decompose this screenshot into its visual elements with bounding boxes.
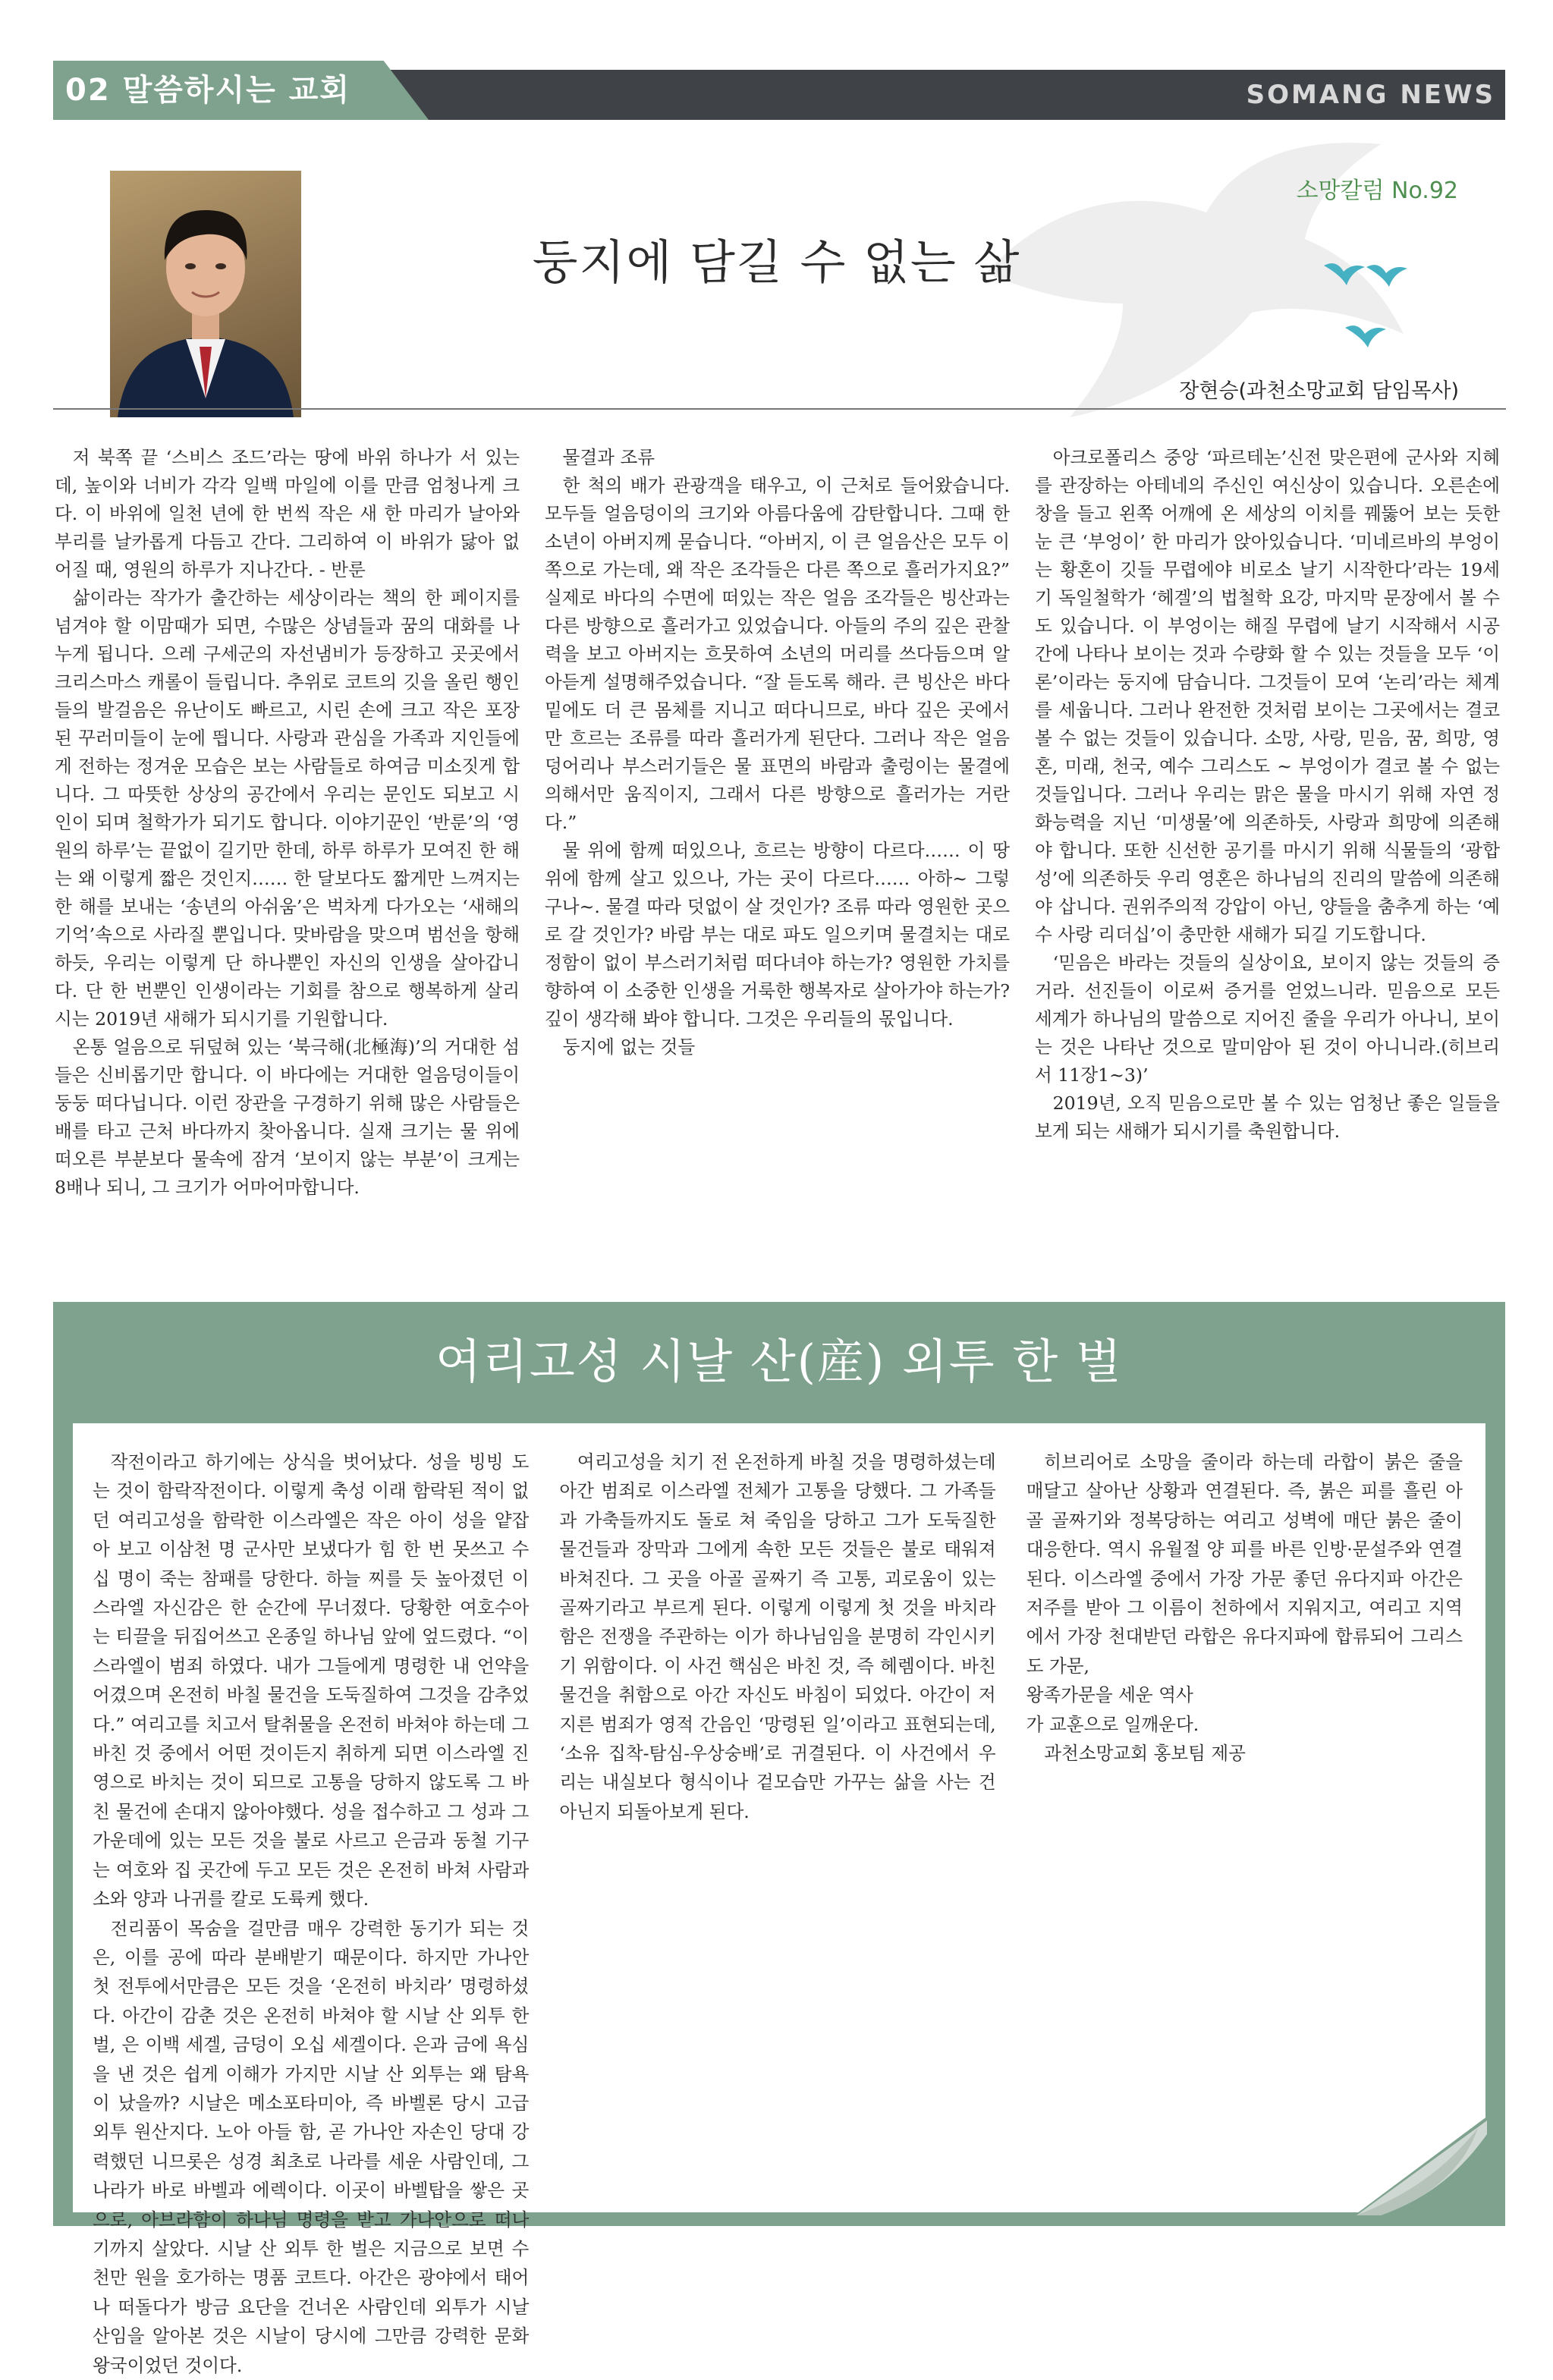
article-paragraph: 삶이라는 작가가 출간하는 세상이라는 책의 한 페이지를 넘겨야 할 이맘때가 되면, 수많은 상념들과 꿈의 대화를 나누게 됩니다. 으레 구세군의 자선냄비가 등장하고 곳곳에서 크리스마스 캐롤이 들립니다. 추위로 코트의 깃을 올린 행인들의 발걸음은 유난이도 빠르고, 시린 손에 크고 작은 포장된 꾸러미들이 눈에 띕니다. 사랑과 관심을 가족과 지인들에게 전하는 정겨운 모습은 보는 사람들로 하여금 미소짓게 합니다. 그 따뜻한 상상의 공간에서 우리는 문인도 되보고 시인이 되며 철학가가 되기도 합니다. 이야기꾼인 ‘반룬’의 ‘영원의 하루’는 끝없이 길기만 한데, 하루 하루가 모여진 한 해는 왜 이렇게 짧은 것인지…… 한 달보다도 짧게만 느껴지는 한 해를 보내는 ‘송년의 아쉬움’은 벅차게 다가오는 ‘새해의 기억’속으로 사라질 뿐입니다. 맞바람을 맞으며 범선을 항해하듯, 우리는 이렇게 단 하나뿐인 자신의 인생을 살아갑니다. 단 한 번뿐인 인생이라는 기회를 참으로 행복하게 살리시는 2019년 새해가 되시기를 기원합니다. bbox=[55, 584, 520, 1033]
article-title: 둥지에 담길 수 없는 삶 bbox=[0, 225, 1553, 292]
boxed-paragraph: 왕족가문을 세운 역사 bbox=[1026, 1680, 1463, 1709]
article-paragraph: 아크로폴리스 중앙 ‘파르테논’신전 맞은편에 군사와 지혜를 관장하는 아테네의 주신인 여신상이 있습니다. 오른손에 창을 들고 왼쪽 어깨에 온 세상의 이치를 꿰뚫어 보는 듯한 눈 큰 ‘부엉이’ 한 마리가 앉아있습니다. ‘미네르바의 부엉이는 황혼이 깃들 무렵에야 비로소 날기 시작한다’라는 19세기 독일철학가 ‘헤겔’의 법철학 요강, 마지막 문장에서 볼 수도 있습니다. 이 부엉이는 해질 무렵에 날기 시작해서 시공간에 나타나 보이는 것과 수량화 할 수 있는 것들을 모두 ‘이론’이라는 둥지에 담습니다. 그것들이 모여 ‘논리’라는 체계를 세웁니다. 그러나 완전한 것처럼 보이는 그곳에서는 결코 볼 수 없는 것들이 있습니다. 소망, 사랑, 믿음, 꿈, 희망, 영혼, 미래, 천국, 예수 그리스도 ~ 부엉이가 결코 볼 수 없는 것들입니다. 그러나 우리는 맑은 물을 마시기 위해 자연 정화능력을 지닌 ‘미생물’에 의존하듯, 사랑과 희망에 의존해야 합니다. 또한 신선한 공기를 마시기 위해 식물들의 ‘광합성’에 의존하듯 우리 영혼은 하나님의 진리의 말씀에 의존해야 삽니다. 권위주의적 강압이 아닌, 양들을 춤추게 하는 ‘예수 사랑 리더십’이 충만한 새해가 되길 기도합니다. bbox=[1035, 444, 1500, 949]
article-column-1 bbox=[55, 444, 520, 1263]
section-subheading: 둥지에 없는 것들 bbox=[545, 1033, 1010, 1061]
boxed-column-1 bbox=[93, 1448, 529, 2206]
article-column-2 bbox=[545, 444, 1010, 1263]
section-subheading: 물결과 조류 bbox=[545, 444, 1010, 472]
boxed-paragraph: 여리고성을 치기 전 온전하게 바칠 것을 명령하셨는데 아간 범죄로 이스라엘 전체가 고통을 당했다. 그 가족들과 가축들까지도 돌로 쳐 죽임을 당하고 그가 도둑질한 물건들과 장막과 그에게 속한 모든 것들은 불로 태워져 바쳐진다. 그 곳을 아골 골짜기 즉 고통, 괴로움이 있는 골짜기라고 부르게 된다. 이렇게 이렇게 첫 것을 바치라 함은 전쟁을 주관하는 이가 하나님임을 분명히 각인시키기 위함이다. 이 사건 핵심은 바친 것, 즉 헤렘이다. 바친 물건을 취함으로 아간 자신도 바침이 되었다. 아간이 저지른 범죄가 영적 간음인 ‘망령된 일’이라고 표현되는데, ‘소유 집착-탐심-우상숭배’로 귀결된다. 이 사건에서 우리는 내실보다 형식이나 겉모습만 가꾸는 삶을 사는 건 아닌지 되돌아보게 된다. bbox=[559, 1448, 995, 1826]
article-paragraph: 온통 얼음으로 뒤덮혀 있는 ‘북극해(北極海)’의 거대한 섬들은 신비롭기만 합니다. 이 바다에는 거대한 얼음덩이들이 둥둥 떠다닙니다. 이런 장관을 구경하기 위해 많은 사람들은 배를 타고 근처 바다까지 찾아옵니다. 실재 크기는 물 위에 떠오른 부분보다 물속에 잠겨 ‘보이지 않는 부분’이 크게는 8배나 되니, 그 크기가 어마어마합니다. bbox=[55, 1033, 520, 1202]
article-paragraph: 2019년, 오직 믿음으로만 볼 수 있는 엄청난 좋은 일들을 보게 되는 새해가 되시기를 축원합니다. bbox=[1035, 1089, 1500, 1146]
article-author: 장현승(과천소망교회 담임목사) bbox=[1179, 374, 1459, 404]
column-tag: 소망칼럼 No.92 bbox=[1297, 171, 1458, 205]
flying-birds-icon bbox=[1316, 250, 1423, 357]
boxed-column-2 bbox=[559, 1448, 995, 2206]
section-label: 02 말씀하시는 교회 bbox=[65, 65, 351, 115]
portrait-figure bbox=[110, 171, 301, 417]
boxed-paragraph: 히브리어로 소망을 줄이라 하는데 라합이 붉은 줄을 매달고 살아난 상황과 연결된다. 즉, 붉은 피를 흘린 아골 골짜기와 정복당하는 여리고 성벽에 매단 붉은 줄이 대응한다. 역시 유월절 양 피를 바른 인방·문설주와 연결된다. 이스라엘 중에서 가장 가문 좋던 유다지파 아간은 저주를 받아 그 이름이 천하에서 지워지고, 여리고 지역에서 가장 천대받던 라합은 유다지파에 합류되어 그리스도 가문, bbox=[1026, 1448, 1463, 1680]
article-paragraph: 한 척의 배가 관광객을 태우고, 이 근처로 들어왔습니다. 모두들 얼음덩이의 크기와 아름다움에 감탄합니다. 그때 한 소년이 아버지께 묻습니다. “아버지, 이 큰 얼음산은 모두 이쪽으로 가는데, 왜 작은 조각들은 다른 쪽으로 흘러가지요?” 실제로 바다의 수면에 떠있는 작은 얼음 조각들은 빙산과는 다른 방향으로 흘러가고 있었습니다. 아들의 주의 깊은 관찰력을 보고 아버지는 흐뭇하여 소년의 머리를 쓰다듬으며 알아듣게 설명해주었습니다. “잘 듣도록 해라. 큰 빙산은 바다 밑에도 더 큰 몸체를 지니고 떠다니므로, 바다 깊은 곳에서만 흐르는 조류를 따라 흘러가게 된단다. 그러나 작은 얼음덩어리나 부스러기들은 물 표면의 바람과 출렁이는 물결에 의해서만 움직이지, 그래서 다른 방향으로 흘러가는 거란다.” bbox=[545, 472, 1010, 837]
article-credit: 과천소망교회 홍보팀 제공 bbox=[1026, 1739, 1463, 1768]
article-paragraph: 물 위에 함께 떠있으나, 흐르는 방향이 다르다…… 이 땅위에 함께 살고 있으나, 가는 곳이 다르다…… 아하~ 그렇구나~. 물결 따라 덧없이 살 것인가? 조류 따라 영원한 곳으로 갈 것인가? 바람 부는 대로 파도 일으키며 물결치는 대로 정함이 없이 부스러기처럼 떠다녀야 하는가? 영원한 가치를 향하여 이 소중한 인생을 거룩한 행복자로 살아가야 하는가? 깊이 생각해 봐야 합니다. 그것은 우리들의 몫입니다. bbox=[545, 837, 1010, 1033]
boxed-paragraph: 작전이라고 하기에는 상식을 벗어났다. 성을 빙빙 도는 것이 함락작전이다. 이렇게 축성 이래 함락된 적이 없던 여리고성을 함락한 이스라엘은 작은 아이 성을 얕잡아 보고 이삼천 명 군사만 보냈다가 힘 한 번 못쓰고 수십 명이 죽는 참패를 당한다. 하늘 찌를 듯 높아졌던 이스라엘 자신감은 한 순간에 무너졌다. 당황한 여호수아는 티끌을 뒤집어쓰고 온종일 하나님 앞에 엎드렸다. “이스라엘이 범죄 하였다. 내가 그들에게 명령한 내 언약을 어겼으며 온전히 바칠 물건을 도둑질하여 그것을 감추었다.” 여리고를 치고서 탈취물을 온전히 바쳐야 하는데 그 바친 것 중에서 어떤 것이든지 취하게 되면 이스라엘 진영으로 바치는 것이 되므로 고통을 당하지 않도록 그 바친 물건에 손대지 않아야했다. 성을 접수하고 그 성과 그 가운데에 있는 모든 것을 불로 사르고 은금과 동철 기구는 여호와 집 곳간에 두고 모든 것은 온전히 바쳐 사람과 소와 양과 나귀를 칼로 도륙케 했다. bbox=[93, 1448, 529, 1914]
boxed-column-3 bbox=[1026, 1448, 1463, 2206]
boxed-article-body bbox=[93, 1448, 1463, 2206]
title-divider bbox=[53, 408, 1506, 410]
scripture-quote: ‘믿음은 바라는 것들의 실상이요, 보이지 않는 것들의 증거라. 선진들이 이로써 증거를 얻었느니라. 믿음으로 모든 세계가 하나님의 말씀으로 지어진 줄을 우리가 아나니, 보이는 것은 나타난 것으로 말미암아 된 것이 아니니라.(히브리서 11장1~3)’ bbox=[1035, 949, 1500, 1089]
brand-name: SOMANG NEWS bbox=[1246, 70, 1495, 120]
author-portrait bbox=[110, 171, 301, 417]
boxed-paragraph: 전리품이 목숨을 걸만큼 매우 강력한 동기가 되는 것은, 이를 공에 따라 분배받기 때문이다. 하지만 가나안 첫 전투에서만큼은 모든 것을 ‘온전히 바치라’ 명령하셨다. 아간이 감춘 것은 온전히 바쳐야 할 시날 산 외투 한 벌, 은 이백 세겔, 금덩이 오십 세겔이다. 은과 금에 욕심을 낸 것은 쉽게 이해가 가지만 시날 산 외투는 왜 탐욕이 났을까? 시날은 메소포타미아, 즉 바벨론 당시 고급 외투 원산지다. 노아 아들 함, 곧 가나안 자손인 당대 강력했던 니므롯은 성경 최초로 나라를 세운 사람인데, 그 나라가 바로 바벨과 에렉이다. 이곳이 바벨탑을 쌓은 곳으로, 아브라함이 하나님 명령을 받고 가나안으로 떠나기까지 살았다. 시날 산 외투 한 벌은 지금으로 보면 수천만 원을 호가하는 명품 코트다. 아간은 광야에서 태어나 떠돌다가 방금 요단을 건너온 사람인데 외투가 시날 산임을 알아본 것은 시날이 당시에 그만큼 강력한 문화왕국이었던 것이다. bbox=[93, 1914, 529, 2380]
article-paragraph: 저 북쪽 끝 ‘스비스 조드’라는 땅에 바위 하나가 서 있는데, 높이와 너비가 각각 일백 마일에 이를 만큼 엄청나게 크다. 이 바위에 일천 년에 한 번씩 작은 새 한 마리가 날아와 부리를 날카롭게 다듬고 간다. 그리하여 이 바위가 닳아 없어질 때, 영원의 하루가 지나간다. - 반룬 bbox=[55, 444, 520, 584]
boxed-article-title: 여리고성 시날 산(産) 외투 한 벌 bbox=[53, 1324, 1505, 1391]
article-body bbox=[55, 444, 1500, 1263]
article-column-3 bbox=[1035, 444, 1500, 1263]
boxed-paragraph: 가 교훈으로 일깨운다. bbox=[1026, 1710, 1463, 1739]
